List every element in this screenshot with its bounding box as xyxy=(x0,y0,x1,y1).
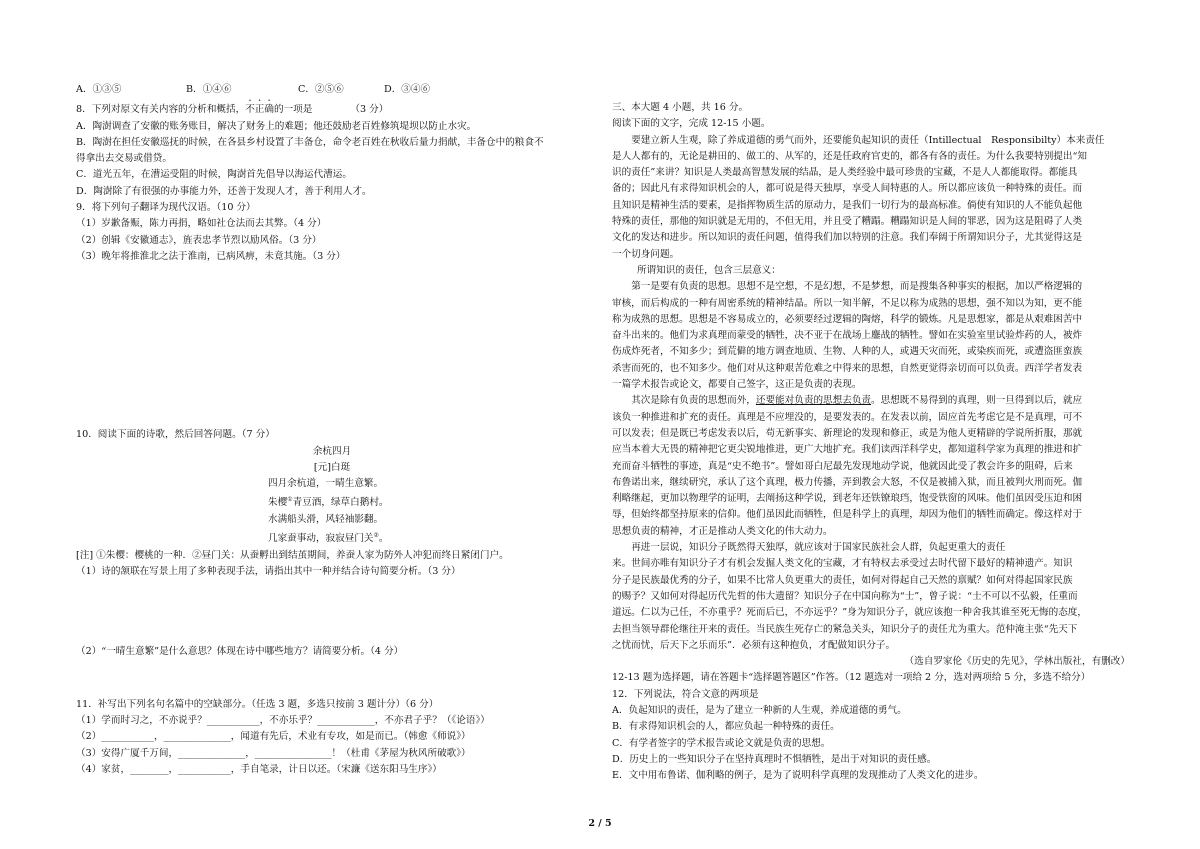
right-column xyxy=(612,100,1130,784)
p3-line-6: 杀害而死的，也不知多少。他们对从这种艰苦危难之中得来的思想，自然更觉得亲切而可以负责。西洋学者发表 xyxy=(612,362,1083,374)
q9-answer-space xyxy=(76,265,588,427)
p3-line-7: 一篇学术报告或论文，都要自己签字，这正是负责的表现。 xyxy=(612,379,862,391)
q8-stem-end: 的一项是 xyxy=(273,104,313,116)
poem xyxy=(76,444,588,548)
p4-line-9: 思想负责的精神，才正是推动人类文化的伟大动力。 xyxy=(612,525,833,537)
p4-line-5: 充而奋斗牺牲的事迹，真是“史不绝书”。譬如哥白尼最先发现地动学说，他就因此受了教会许多的阻碍，后来 xyxy=(612,460,1073,472)
q8-option-d: D．陶澍除了有很强的办事能力外，还善于发现人才，善于利用人才。 xyxy=(76,185,372,197)
q9-sentence-2: （2）创辑《安徽通志》，旌表忠孝节烈以励风俗。（3 分） xyxy=(76,234,322,246)
p1-line-2: 是人人都有的，无论是耕田的、做工的、从军的，还是任政府官吏的，都各有各的责任。为什么我要特别提出“知 xyxy=(612,150,1087,162)
poem-line-4-start: 几家蚕事动，寂寂昼门关 xyxy=(268,533,374,545)
q8-stem-text: 8．下列对原文有关内容的分析和概括， xyxy=(76,104,246,116)
q11-item-1: （1）学而时习之，不亦说乎？___________，不亦乐乎？____________，不亦君子乎？（《论语》） xyxy=(76,714,490,726)
option-b: B．①④⑥ xyxy=(186,84,232,95)
p3-line-2: 审核，而后构成的一种有周密系统的精神结晶。所以一知半解，不足以称为成熟的思想，强不知以为知，更不能 xyxy=(612,297,1083,309)
option-a: A．①③⑤ xyxy=(76,84,122,95)
p3-line-4: 奋斗出来的。他们为求真理而蒙受的牺牲，决不亚于在战场上鏖战的牺牲。譬如在实验室里试验炸药的人，被炸 xyxy=(612,330,1083,342)
q8-option-c: C．道光五年，在漕运受阻的时候，陶澍首先倡导以海运代漕运。 xyxy=(76,169,352,181)
q8-stem xyxy=(76,98,588,118)
p5-line-7: 之忧而忧，后天下之乐而乐”．必须有这种抱负，才配做知识分子。 xyxy=(612,639,896,651)
q7-options xyxy=(76,82,588,98)
mc-instructions: 12-13 题为选择题，请在答题卡“选择题答题区”作答。（12 题选对一项给 2 分，选对两项给 5 分，多选不给分） xyxy=(612,672,1091,684)
p4-underlined-phrase: 还要能对负责的思想去负责 xyxy=(755,395,872,407)
poem-note-marker-1: ① xyxy=(287,496,293,504)
q9-sentence-1: （1）岁歉备赈，陈力再捐，略如社仓法而去其弊。（4 分） xyxy=(76,218,327,230)
q11-item-2: （2）___________，______________，闻道有先后，术业有专攻，如是而已。（韩愈《师说》） xyxy=(76,731,471,743)
p5-line-2: 来。世间亦唯有知识分子才有机会发掘人类文化的宝藏，才有特权去承受过去时代留下最好的精神遗产。知识 xyxy=(612,558,1073,570)
page-number: 2 / 5 xyxy=(588,818,612,829)
q10-sub-1: （1）诗的颔联在写景上用了多种表现手法，请指出其中一种并结合诗句简要分析。（3 分） xyxy=(76,566,461,578)
p5-line-6: 去担当领导群伦继往开来的责任。当民族生死存亡的紧急关头，知识分子的责任尤为重大。范仲淹主张“先天下 xyxy=(612,623,1078,635)
q10-stem: 10．阅读下面的诗歌，然后回答问题。（7 分） xyxy=(76,429,275,441)
p1-line-7: 文化的发达和进步。所以知识的责任问题，值得我们加以特别的注意。我们奉阔于所谓知识分子，尤其觉得这是 xyxy=(612,232,1083,244)
p4-line-7: 利略继起，更加以物理学的证明，去阐扬这种学说，到老年还铁镣琅珰，饱受铁窗的风味。他们虽因受压迫和困 xyxy=(612,493,1083,505)
p4-line-6: 布鲁诺出来，继续研究，承认了这个真理，极力传播，弄到教会大怒，不仅是被捕入狱，而且被判火刑而死。伽 xyxy=(612,476,1083,488)
poem-line-4 xyxy=(76,528,588,547)
q8-option-b-line2: 得拿出去交易或借贷。 xyxy=(76,153,172,165)
p2: 所谓知识的责任，包含三层意义： xyxy=(636,264,781,276)
left-column xyxy=(76,82,588,778)
p1-line-1: 要建立新人生观，除了养成道德的勇气而外，还要能负起知识的责任（Intillectual Responsibilty）本来责任 xyxy=(631,134,1105,146)
option-d: D．③④⑥ xyxy=(384,84,431,95)
q9-stem: 9．将下列句子翻译为现代汉语。（10 分） xyxy=(76,202,256,214)
poem-title: 余杭四月 xyxy=(312,445,352,457)
poem-line-4-end: 。 xyxy=(378,533,389,545)
p4-line-8: 辱，但始终都坚持原来的信仰。他们虽因此而牺牲，但是科学上的真理，却因为他们的牺牲而确定。像这样对于 xyxy=(612,509,1083,521)
source-citation: （选自罗家伦《历史的先见》，学林出版社，有删改） xyxy=(904,656,1130,668)
q12-option-a: A．负起知识的责任，是为了建立一种新的人生观，养成道德的勇气。 xyxy=(612,704,907,716)
p4-line-1-start: 其次是除有负责的思想而外， xyxy=(631,395,756,407)
q12-option-b: B．有求得知识机会的人，都应负起一种特殊的责任。 xyxy=(612,721,840,733)
p3-line-1: 第一是要有负责的思想。思想不是空想，不是幻想，不是梦想，而是搜集各种事实的根据，加以严格逻辑的 xyxy=(631,281,1083,293)
q12-option-e: E．文中用布鲁诺、伽利略的例子，是为了说明科学真理的发现推动了人类文化的进步。 xyxy=(612,770,984,782)
poem-line-2-end: 青豆酒，绿草白鹅村。 xyxy=(292,497,389,509)
p1-line-6: 特殊的责任，那他的知识就是无用的，不但无用，并且受了糟蹋。糟蹋知识是人间的罪恶，因为这是阻碍了人类 xyxy=(612,216,1083,228)
q10-sub-2: （2）“一晴生意繁”是什么意思？体现在诗中哪些地方？请简要分析。（4 分） xyxy=(76,646,404,658)
p5-line-4: 的赐予？又如何对得起历代先哲的伟大遗留？知识分子在中国向称为“士”，曾子说：“士不可以不弘毅，任重而 xyxy=(612,590,1078,602)
poem-note: [注] ①朱樱：樱桃的一种．②昼门关：从蚕孵出到结茧期间，养蚕人家为防外人冲犯而终日紧闭门户。 xyxy=(76,549,509,561)
q8-points: （3 分） xyxy=(350,104,389,116)
poem-author: [元]白珽 xyxy=(313,461,351,473)
q10-1-answer-space xyxy=(76,580,588,644)
q11-item-3: （3）安得广厦千万间，______________，________________！（杜甫《茅屋为秋风所破歌》） xyxy=(76,747,471,759)
q12-stem: 12．下列说法，符合文意的两项是 xyxy=(612,688,759,700)
poem-note-marker-2: ② xyxy=(373,532,379,540)
q8-option-a: A．陶澍调查了安徽的账务账目，解决了财务上的难题；他还鼓励老百姓修筑堤坝以防止水灾。 xyxy=(76,120,477,132)
q9-sentence-3: （3）晚年将推淮北之法于淮南，已病风痹，未竟其施。（3 分） xyxy=(76,250,346,262)
q12-option-d: D．历史上的一些知识分子在坚持真理时不惧牺牲，是出于对知识的责任感。 xyxy=(612,753,937,765)
p4-line-2: 该负一种推进和扩充的责任。真理是不应埋没的，是要发表的。在发表以前，固应首先考虑它是不是真理，可不 xyxy=(612,411,1083,423)
q10-2-answer-space xyxy=(76,661,588,697)
p1-line-4: 备的；因此凡有求得知识机会的人，都可说是得天独厚，享受人间特惠的人。所以都应该负一种特殊的责任。而 xyxy=(612,183,1083,195)
q12-option-c: C．有学者签字的学术报告或论文就是负责的思想。 xyxy=(612,737,831,749)
q11-stem: 11．补写出下列名句名篇中的空缺部分。（任选 3 题，多选只按前 3 题计分）（6 分） xyxy=(76,698,439,710)
p1-line-8: 一个切身问题。 xyxy=(612,248,680,260)
section-intro: 阅读下面的文字，完成 12-15 小题。 xyxy=(612,118,771,130)
poem-line-3: 水满船头滑，风轻袖影翻。 xyxy=(268,513,384,525)
q8-option-b-line1: B．陶澍在担任安徽巡抚的时候，在各县乡村设置了丰备仓，命令老百姓在秋收后量力捐献，丰备仓中的粮食不 xyxy=(76,136,544,148)
p1-line-3: 识的责任”来讲？知识是人类最高智慧发展的结晶，是人类经验中最可珍贵的宝藏，不是人人都能取得。都能具 xyxy=(612,167,1078,179)
q11-item-4: （4）家贫，________，___________，手自笔录，计日以还。（宋濂《送东阳马生序》） xyxy=(76,763,442,775)
p5-line-1: 再进一层说，知识分子既然得天独厚，就应该对于国家民族社会人群，负起更重大的责任 xyxy=(631,542,1006,554)
section-title: 三、本大题 4 小题，共 16 分。 xyxy=(612,102,749,113)
p3-line-5: 伤成炸死者，不知多少；到荒僻的地方调查地质、生物、人种的人，或遇天灾而死，或染疾而死，或遭盗匪蛮族 xyxy=(612,346,1083,358)
p4-line-3: 可以发表；但是既已考虑发表以后，苟无新事实、新理论的发现和修正，或是为他人更精辟的学说所折服，那就 xyxy=(612,427,1083,439)
p3-line-3: 称为成熟的思想。思想是不容易成立的，必须要经过逻辑的陶熔，科学的锻炼。凡是思想家，都是从艰难困苦中 xyxy=(612,313,1083,325)
p1-line-5: 且知识是精神生活的要素，是指挥物质生活的原动力，是我们一切行为的最高标准。倘使有知识的人不能负起他 xyxy=(612,199,1083,211)
option-c: C．②⑤⑥ xyxy=(298,84,344,95)
poem-line-2-start: 朱樱 xyxy=(268,497,288,509)
p5-line-3: 分子是民族最优秀的分子，如果不比常人负更重大的责任，如何对得起自己天然的禀赋？如何对得起国家民族 xyxy=(612,574,1073,586)
q8-stem-emphasis: 不正确 xyxy=(245,104,274,116)
p5-line-5: 道远。仁以为己任，不亦重乎？死而后已，不亦远乎？”身为知识分子，就应该抱一种舍我其谁至死无悔的态度， xyxy=(612,607,1087,619)
p4-line-4: 应当本着大无畏的精神把它更尖锐地推进，更广大地扩充。我们读西洋科学史，都知道科学家为真理的推进和扩 xyxy=(612,444,1083,456)
p4-line-1-end: 。思想既不易得到的真理，则一旦得到以后，就应 xyxy=(871,395,1083,407)
poem-line-1: 四月余杭道，一晴生意繁。 xyxy=(268,478,384,490)
poem-line-2 xyxy=(76,492,588,511)
p4-line-1 xyxy=(612,393,1130,409)
